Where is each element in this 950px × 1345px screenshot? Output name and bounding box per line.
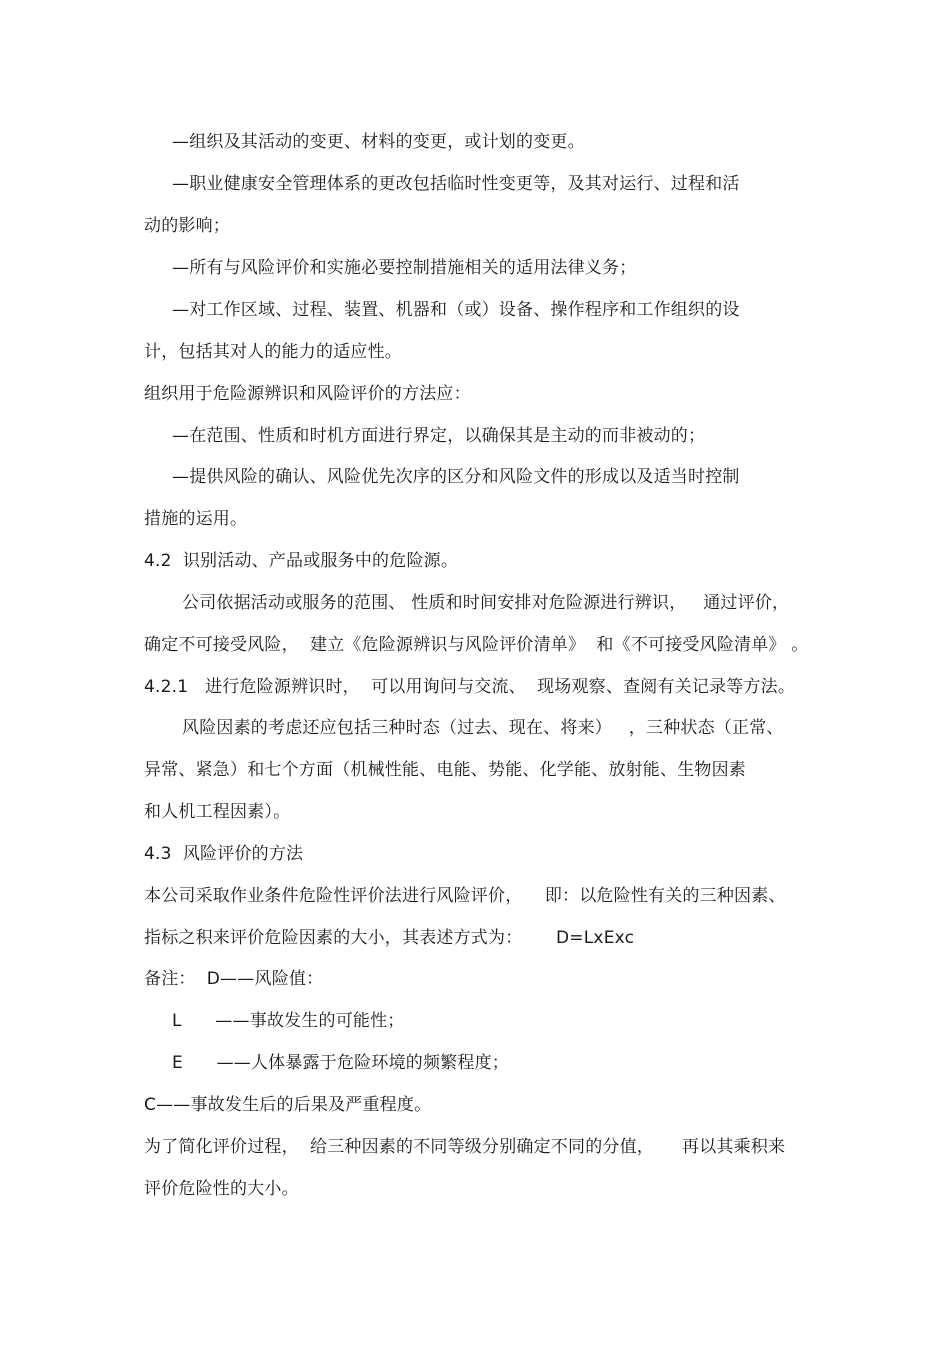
line-continuation: 措施的运用。	[144, 509, 248, 529]
bullet-line-org-changes: —组织及其活动的变更、材料的变更，或计划的变更。	[172, 132, 585, 152]
note-line-d: 备注： D——风险值：	[144, 969, 324, 989]
paragraph-line: 为了简化评价过程， 给三种因素的不同等级分别确定不同的分值， 再以其乘积来	[144, 1137, 786, 1157]
bullet-line-legal: —所有与风险评价和实施必要控制措施相关的适用法律义务；	[172, 258, 637, 278]
paragraph-line: 组织用于危险源辨识和风险评价的方法应：	[144, 384, 471, 404]
section-heading-4-3: 4.3 风险评价的方法	[144, 844, 304, 864]
paragraph-line: 确定不可接受风险， 建立《危险源辨识与风险评价清单》 和《不可接受风险清单》 。	[144, 635, 809, 655]
bullet-line-ohs-system: —职业健康安全管理体系的更改包括临时性变更等，及其对运行、过程和活	[172, 174, 740, 194]
section-heading-4-2-1: 4.2.1 进行危险源辨识时， 可以用询问与交流、 现场观察、查阅有关记录等方法。	[144, 677, 796, 697]
section-heading-4-2: 4.2 识别活动、产品或服务中的危险源。	[144, 551, 459, 571]
note-line-l: L ——事故发生的可能性；	[172, 1011, 405, 1031]
paragraph-line: 评价危险性的大小。	[144, 1179, 299, 1199]
note-line-e: E ——人体暴露于危险环境的频繁程度；	[172, 1053, 509, 1073]
line-continuation: 计，包括其对人的能力的适应性。	[144, 342, 402, 362]
paragraph-line: 本公司采取作业条件危险性评价法进行风险评价， 即：以危险性有关的三种因素、	[144, 886, 786, 906]
paragraph-line: 和人机工程因素）。	[144, 802, 291, 822]
bullet-line-risk: —提供风险的确认、风险优先次序的区分和风险文件的形成以及适当时控制	[172, 467, 740, 487]
bullet-line-scope: —在范围、性质和时机方面进行界定，以确保其是主动的而非被动的；	[172, 426, 706, 446]
formula-line: 指标之积来评价危险因素的大小，其表述方式为： D=LxExc	[144, 928, 635, 948]
bullet-line-workplace: —对工作区域、过程、装置、机器和（或）设备、操作程序和工作组织的设	[172, 300, 740, 320]
line-continuation: 动的影响；	[144, 216, 230, 236]
paragraph-line: 公司依据活动或服务的范围、 性质和时间安排对危险源进行辨识， 通过评价，	[182, 593, 790, 613]
paragraph-line: 风险因素的考虑还应包括三种时态（过去、现在、将来） ，三种状态（正常、	[182, 718, 784, 738]
note-line-c: C——事故发生后的后果及严重程度。	[144, 1095, 432, 1115]
paragraph-line: 异常、紧急）和七个方面（机械性能、电能、势能、化学能、放射能、生物因素	[144, 760, 746, 780]
